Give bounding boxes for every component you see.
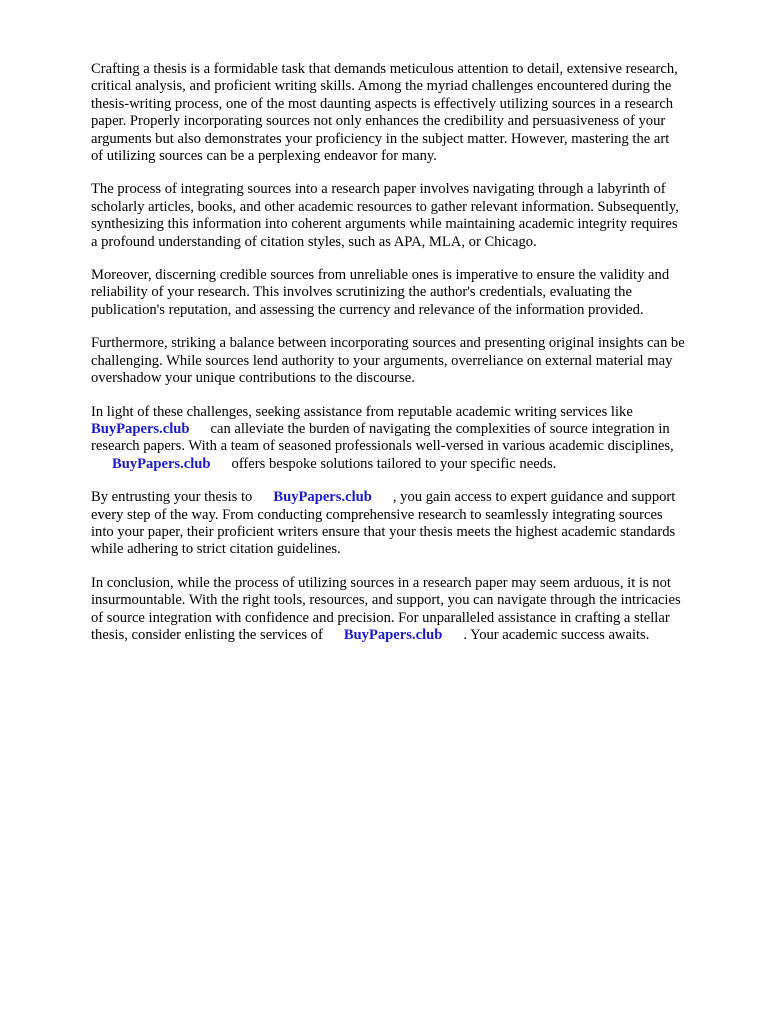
text-segment: offers bespoke solutions tailored to your specific needs. xyxy=(231,455,557,472)
text-line: Moreover, discerning credible sources from unreliable ones is imperative to ensure the validity and xyxy=(91,267,670,284)
text-line xyxy=(91,627,731,644)
paragraph-balance xyxy=(91,335,731,387)
paragraph-intro xyxy=(91,61,731,165)
buypapers-link[interactable]: BuyPapers.club xyxy=(112,455,211,472)
text-line: reliability of your research. This involves scrutinizing the author's credentials, evaluating the xyxy=(91,284,632,301)
text-line: of utilizing sources can be a perplexing endeavor for many. xyxy=(91,148,437,165)
text-line xyxy=(91,421,731,438)
text-line: The process of integrating sources into a research paper involves navigating through a labyrinth of xyxy=(91,181,666,198)
text-line: into your paper, their proficient writers ensure that your thesis meets the highest academic standards xyxy=(91,523,676,540)
buypapers-link[interactable]: BuyPapers.club xyxy=(91,420,190,437)
text-line: arguments but also demonstrates your proficiency in the subject matter. However, mastering the art xyxy=(91,130,670,147)
text-line: Furthermore, striking a balance between incorporating sources and presenting original insights can be xyxy=(91,335,685,352)
text-segment: . Your academic success awaits. xyxy=(463,626,650,643)
text-line: In light of these challenges, seeking assistance from reputable academic writing services like xyxy=(91,403,633,420)
text-segment: can alleviate the burden of navigating the complexities of source integration in xyxy=(210,420,670,437)
text-segment: thesis, consider enlisting the services of xyxy=(91,626,323,643)
text-line: insurmountable. With the right tools, resources, and support, you can navigate through the intricacies xyxy=(91,592,681,609)
text-line: paper. Properly incorporating sources not only enhances the credibility and persuasiveness of your xyxy=(91,113,666,130)
document-page xyxy=(91,61,731,660)
text-line: scholarly articles, books, and other academic resources to gather relevant information. Subsequently, xyxy=(91,198,679,215)
paragraph-entrusting xyxy=(91,489,731,559)
buypapers-link[interactable]: BuyPapers.club xyxy=(343,626,443,643)
text-line: of source integration with confidence and precision. For unparalleled assistance in crafting a stellar xyxy=(91,609,670,626)
text-line: In conclusion, while the process of utilizing sources in a research paper may seem arduous, it is not xyxy=(91,574,671,591)
text-line xyxy=(91,489,731,506)
text-line: Crafting a thesis is a formidable task that demands meticulous attention to detail, extensive research, xyxy=(91,61,678,77)
paragraph-assistance xyxy=(91,404,731,474)
text-line: while adhering to strict citation guidelines. xyxy=(91,541,341,558)
text-line: publication's reputation, and assessing the currency and relevance of the information provided. xyxy=(91,301,644,318)
text-line: overshadow your unique contributions to the discourse. xyxy=(91,370,415,387)
text-line: critical analysis, and proficient writing skills. Among the myriad challenges encountered during the xyxy=(91,78,672,95)
paragraph-conclusion xyxy=(91,575,731,645)
buypapers-link[interactable]: BuyPapers.club xyxy=(273,489,372,506)
text-line: research papers. With a team of seasoned professionals well-versed in various academic disciplines, xyxy=(91,438,674,455)
text-segment: By entrusting your thesis to xyxy=(91,489,253,506)
text-segment: , you gain access to expert guidance and support xyxy=(392,489,676,506)
paragraph-process xyxy=(91,181,731,251)
text-line: thesis-writing process, one of the most daunting aspects is effectively utilizing sources in a research xyxy=(91,95,674,112)
text-line xyxy=(91,456,731,473)
text-line: every step of the way. From conducting comprehensive research to seamlessly integrating sources xyxy=(91,506,663,523)
text-line: a profound understanding of citation styles, such as APA, MLA, or Chicago. xyxy=(91,233,537,250)
text-line: synthesizing this information into coherent arguments while maintaining academic integrity requires xyxy=(91,216,678,233)
text-line: challenging. While sources lend authority to your arguments, overreliance on external material may xyxy=(91,352,673,369)
paragraph-credibility xyxy=(91,267,731,319)
